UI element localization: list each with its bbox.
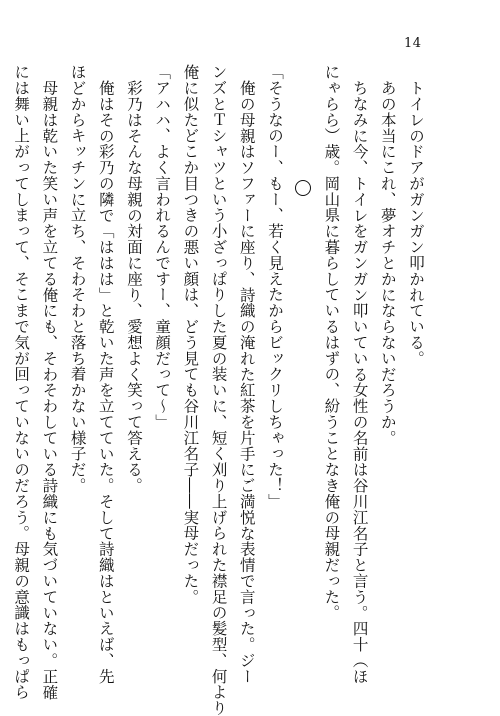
section-break bbox=[289, 64, 317, 684]
text-line: には舞い上がってしまって、そこまで気が回っていないのだろう。母親の意識はもっぱら bbox=[12, 64, 31, 700]
text-line: 彩乃はそんな母親の対面に座り、愛想よく笑って答える。 bbox=[124, 79, 143, 493]
text-line: 母親は乾いた笑い声を立てる俺にも、そわそわしている詩織にも気づいていない。正確 bbox=[40, 79, 59, 700]
text-line: 俺の母親はソファーに座り、詩織の淹れた紅茶を片手にご満悦な表情で言った。ジー bbox=[237, 79, 256, 684]
text-line: 俺に似たどこか目つきの悪い顔は、どう見ても谷川江名子――実母だった。 bbox=[181, 64, 200, 605]
text-line: ちなみに今、トイレをガンガン叩いている女性の名前は谷川江名子と言う。四十（ほ bbox=[350, 79, 369, 684]
text-line: 「アハハ、よく言われるんですー、童顔だって～」 bbox=[153, 64, 172, 430]
text-line: ンズとＴシャツという小ざっぱりした夏の装いに、短く刈り上げられた襟足の髪型、何より bbox=[209, 64, 228, 716]
page-number: 14 bbox=[404, 36, 422, 51]
section-break-circle-icon bbox=[295, 180, 311, 196]
text-line: ほどからキッチンに立ち、そわそわと落ち着かない様子だ。 bbox=[68, 64, 87, 494]
text-line: トイレのドアがガンガン叩かれている。 bbox=[407, 79, 425, 366]
text-line: 俺はその彩乃の隣で「ははは」と乾いた声を立てていた。そして詩織はといえば、先 bbox=[96, 79, 115, 684]
text-line: 「そうなのー、もー、若く見えたからビックリしちゃった！」 bbox=[265, 64, 284, 510]
text-line: にゃらら）歳。岡山県に暮らしているはずの、紛うことなき俺の母親だった。 bbox=[322, 64, 341, 621]
vertical-text-body bbox=[7, 64, 430, 716]
text-line: あの本当にこれ、夢オチとかにならないだろうか。 bbox=[378, 79, 397, 446]
